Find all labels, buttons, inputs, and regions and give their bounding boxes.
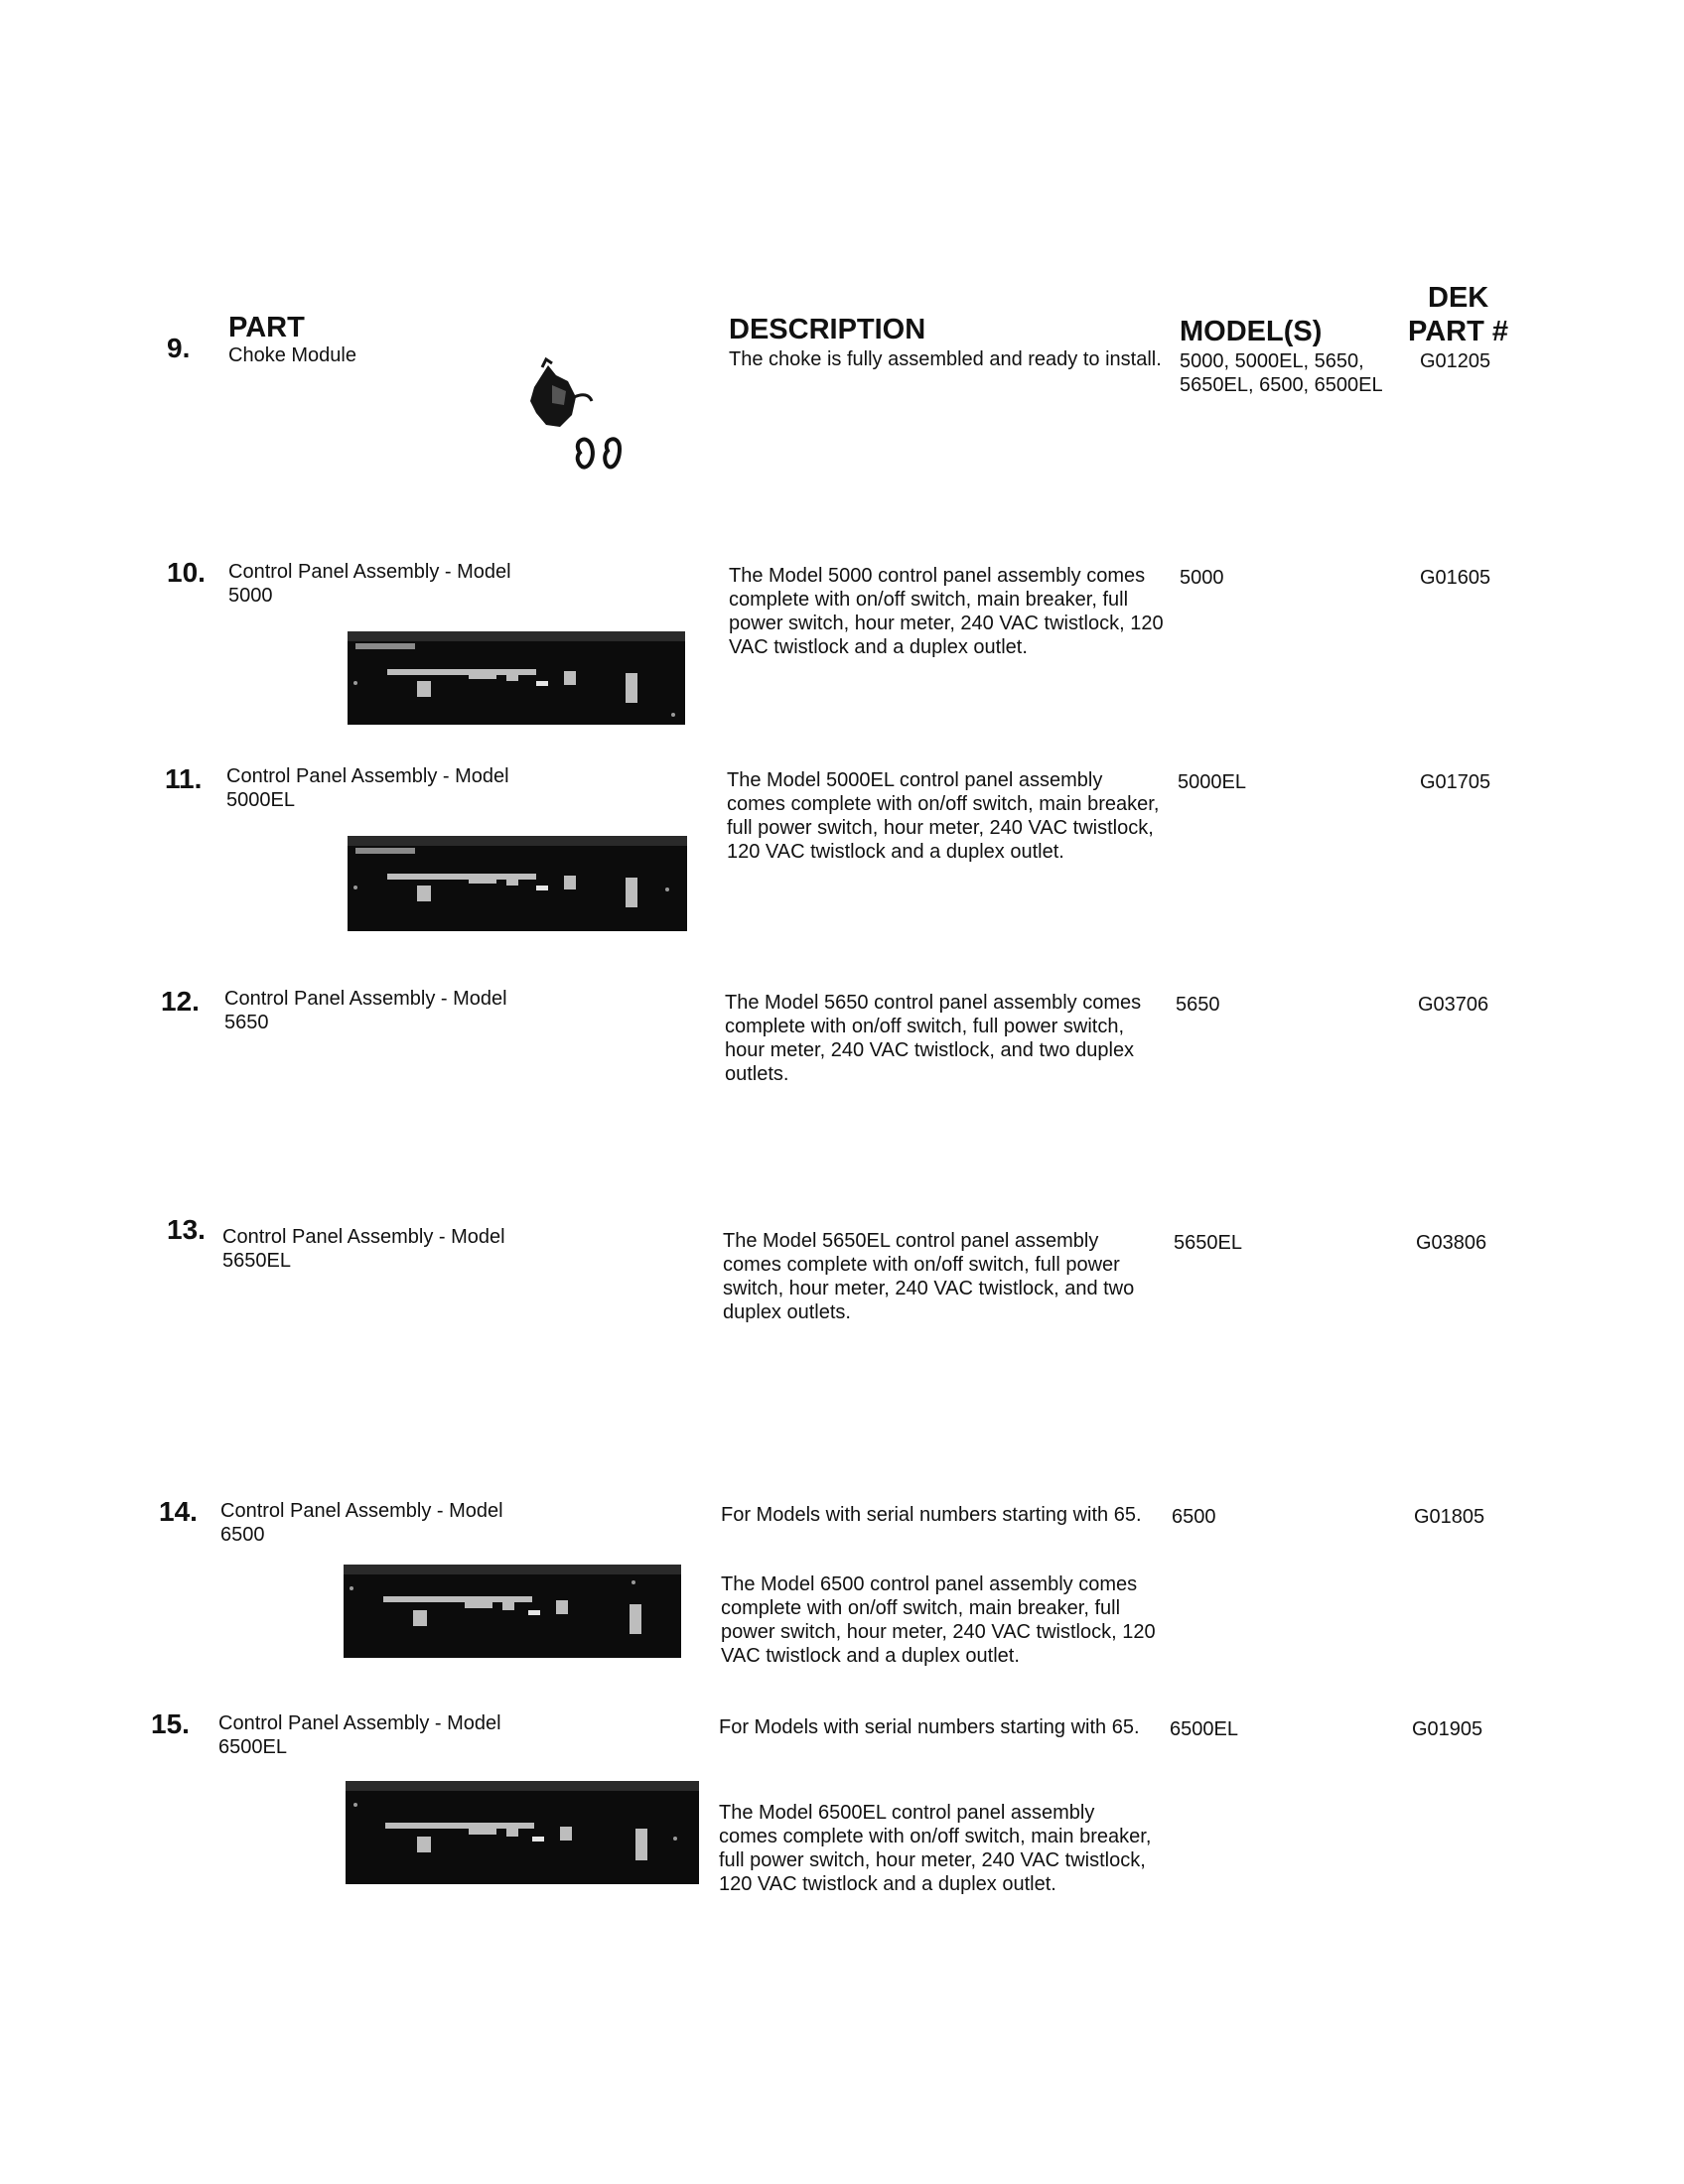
part-name: Control Panel Assembly - Model 5650 (224, 988, 507, 1033)
part-name: Choke Module (228, 344, 356, 366)
dek-part-number: G01905 (1412, 1718, 1483, 1740)
item-number: 14. (159, 1496, 198, 1527)
dek-part-number: G01705 (1420, 771, 1491, 793)
control-panel-image (348, 836, 687, 931)
dek-part-number: G03706 (1418, 994, 1489, 1016)
part-name: Control Panel Assembly - Model 5650EL (222, 1226, 505, 1272)
part-description-note: For Models with serial numbers starting with 65. (721, 1504, 1142, 1526)
part-description: The Model 6500EL control panel assembly comes complete with on/off switch, main breaker, full power switch, hour meter, 240 VAC twistlock, 120 VAC twistlock and a duplex outlet. (719, 1802, 1152, 1895)
part-description: The Model 5000EL control panel assembly comes complete with on/off switch, main breaker, full power switch, hour meter, 240 VAC twistlock, 120 VAC twistlock and a duplex outlet. (727, 769, 1160, 863)
item-number: 12. (161, 986, 200, 1017)
part-name: Control Panel Assembly - Model 5000EL (226, 765, 509, 811)
item-number: 15. (151, 1708, 190, 1739)
control-panel-image (346, 1781, 699, 1884)
part-models: 5000EL (1178, 771, 1246, 793)
header-description: DESCRIPTION (729, 314, 926, 345)
part-description: The choke is fully assembled and ready to install. (729, 348, 1162, 370)
part-description-note: For Models with serial numbers starting with 65. (719, 1716, 1140, 1738)
part-name: Control Panel Assembly - Model 6500EL (218, 1712, 501, 1758)
part-models: 5650EL (1174, 1232, 1242, 1254)
part-models: 6500EL (1170, 1718, 1238, 1740)
part-models: 5650 (1176, 994, 1220, 1016)
choke-module-body (530, 359, 592, 427)
dek-part-number: G03806 (1416, 1232, 1487, 1254)
item-number: 9. (167, 333, 191, 363)
header-part-number: PART # (1408, 316, 1508, 347)
header-part: PART (228, 312, 305, 343)
gasket-icon (578, 439, 620, 467)
header-dek: DEK (1428, 282, 1489, 314)
choke-module-image (516, 357, 655, 496)
part-models: 6500 (1172, 1506, 1216, 1528)
part-description: The Model 5650EL control panel assembly comes complete with on/off switch, full power switch, hour meter, 240 VAC twistlock, and two duplex outlets. (723, 1230, 1135, 1323)
part-description: The Model 5000 control panel assembly comes complete with on/off switch, main breaker, full power switch, hour meter, 240 VAC twistlock, 120 VAC twistlock and a duplex outlet. (729, 565, 1164, 658)
header-models: MODEL(S) (1180, 316, 1323, 347)
item-number: 13. (167, 1214, 206, 1245)
part-description: The Model 5650 control panel assembly comes complete with on/off switch, full power switch, hour meter, 240 VAC twistlock, and two duplex outlets. (725, 992, 1142, 1085)
control-panel-image (344, 1565, 681, 1658)
control-panel-image (348, 631, 685, 725)
item-number: 10. (167, 557, 206, 588)
dek-part-number: G01805 (1414, 1506, 1485, 1528)
dek-part-number: G01205 (1420, 350, 1491, 372)
part-description: The Model 6500 control panel assembly comes complete with on/off switch, main breaker, full power switch, hour meter, 240 VAC twistlock, 120 VAC twistlock and a duplex outlet. (721, 1573, 1156, 1667)
item-number: 11. (165, 763, 203, 794)
part-name: Control Panel Assembly - Model 5000 (228, 561, 511, 607)
part-models: 5000 (1180, 567, 1224, 589)
dek-part-number: G01605 (1420, 567, 1491, 589)
part-models: 5000, 5000EL, 5650, 5650EL, 6500, 6500EL (1180, 350, 1383, 396)
part-name: Control Panel Assembly - Model 6500 (220, 1500, 503, 1546)
